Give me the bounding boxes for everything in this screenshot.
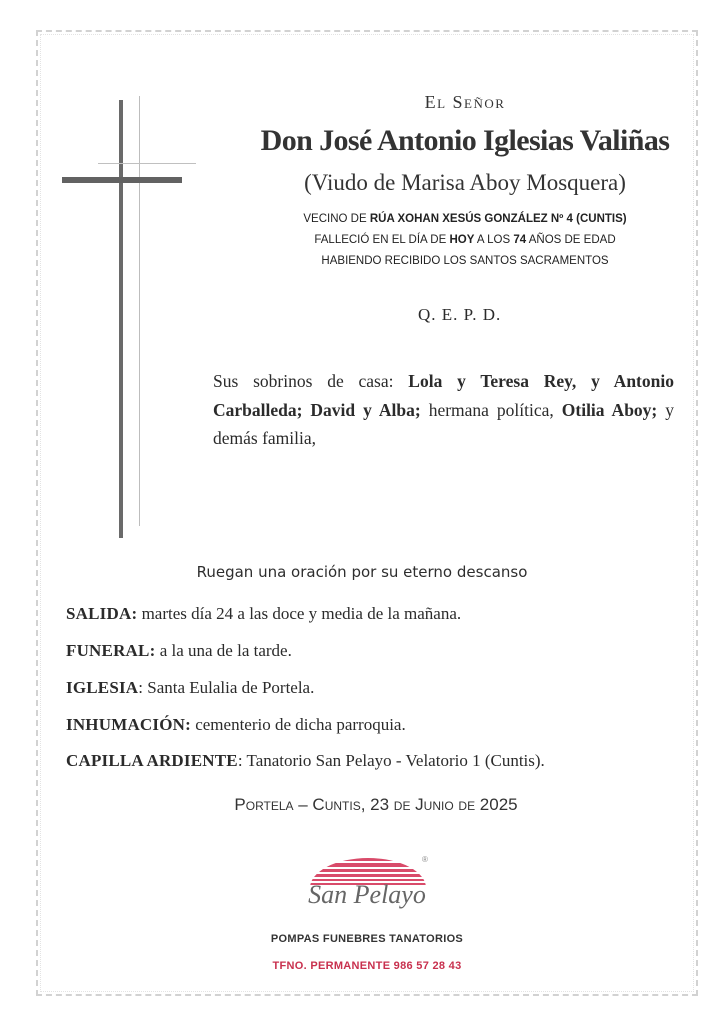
qepd: Q. E. P. D. — [418, 305, 502, 324]
residence-line: VECINO DE RÚA XOHAN XESÚS GONZÁLEZ Nº 4 (CUNTIS) — [303, 213, 627, 225]
death-line: FALLECIÓ EN EL DÍA DE HOY A LOS 74 AÑOS DE EDAD — [314, 234, 616, 246]
widow-note: (Viudo de Marisa Aboy Mosquera) — [304, 170, 626, 195]
event-inhumacion: INHUMACIÓN: cementerio de dicha parroquia. — [66, 715, 406, 734]
event-iglesia: IGLESIA: Santa Eulalia de Portela. — [66, 678, 315, 697]
deceased-name: Don José Antonio Iglesias Valiñas — [260, 124, 670, 157]
event-funeral: FUNERAL: a la una de la tarde. — [66, 641, 292, 660]
company-name: POMPAS FUNEBRES TANATORIOS — [270, 933, 464, 945]
event-capilla: CAPILLA ARDIENTE: Tanatorio San Pelayo - Velatorio 1 (Cuntis). — [66, 751, 545, 770]
family-paragraph: Sus sobrinos de casa: Lola y Teresa Rey, y Antonio Carballeda; David y Alba; hermana política, Otilia Aboy; y demás familia, — [213, 371, 674, 448]
title-prefix: El Señor — [424, 92, 506, 112]
registered-mark: ® — [422, 855, 428, 864]
phone-number: TFNO. PERMANENTE 986 57 28 43 — [272, 960, 462, 972]
date-line: Portela – Cuntis, 23 de Junio de 2025 — [234, 795, 518, 814]
event-salida: SALIDA: martes día 24 a las doce y media de la mañana. — [66, 604, 462, 623]
logo-text: San Pelayo — [308, 880, 426, 909]
prayer-request: Ruegan una oración por su eterno descanso — [196, 563, 528, 581]
sacraments-line: HABIENDO RECIBIDO LOS SANTOS SACRAMENTOS — [321, 255, 609, 267]
